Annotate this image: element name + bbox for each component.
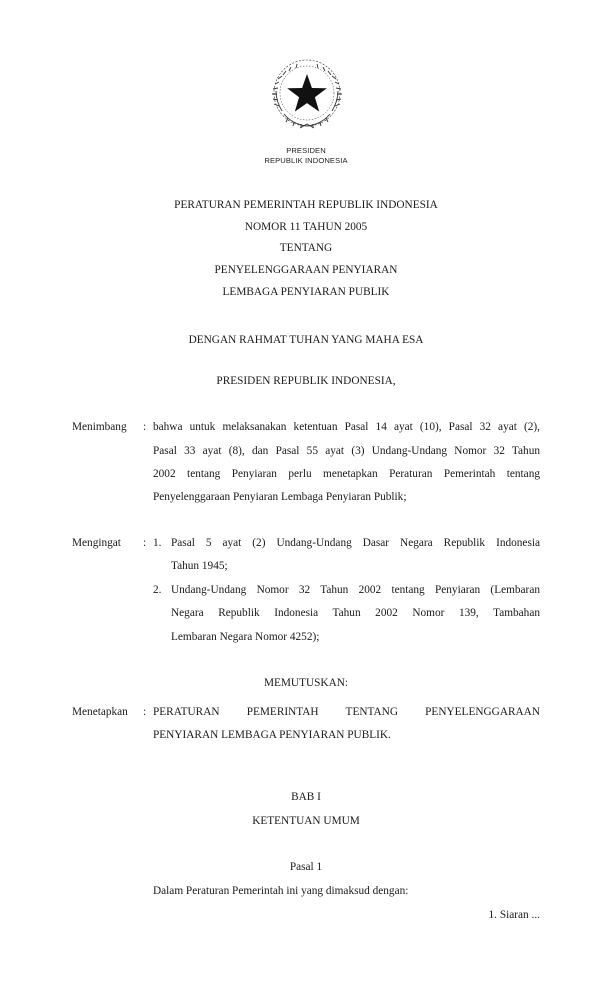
menimbang-label: Menimbang xyxy=(72,421,127,433)
regulation-subject-line-1: PENYELENGGARAAN PENYIARAN xyxy=(214,264,398,276)
mengingat-item-line: Negara Republik Indonesia Tahun 2002 Nomor 139, Tambahan xyxy=(171,607,540,619)
catchword: 1. Siaran ... xyxy=(488,909,540,921)
chapter-title: KETENTUAN UMUM xyxy=(252,815,360,827)
regulation-subject-line-2: LEMBAGA PENYIARAN PUBLIK xyxy=(222,286,390,298)
article-intro: Dalam Peraturan Pemerintah ini yang dimaksud dengan: xyxy=(153,885,409,897)
regulation-number: NOMOR 11 TAHUN 2005 xyxy=(244,221,368,233)
regulation-title: PERATURAN PEMERINTAH REPUBLIK INDONESIA xyxy=(174,199,438,211)
mengingat-item-line: Undang-Undang Nomor 32 Tahun 2002 tentang Penyiaran (Lembaran xyxy=(171,584,540,596)
menimbang-colon: : xyxy=(143,421,147,433)
mengingat-item-line: Tahun 1945; xyxy=(171,560,228,572)
letterhead-presiden: PRESIDEN xyxy=(286,146,326,155)
menetapkan-label: Menetapkan xyxy=(72,706,128,718)
mengingat-item-number: 1. xyxy=(153,537,162,549)
menimbang-line: Penyelenggaraan Penyiaran Lembaga Penyiaran Publik; xyxy=(153,491,407,503)
mengingat-item-line: Lembaran Negara Nomor 4252); xyxy=(171,631,320,643)
regulation-about: TENTANG xyxy=(279,242,333,254)
menetapkan-colon: : xyxy=(143,706,147,718)
mengingat-colon: : xyxy=(143,537,147,549)
menetapkan-line: PERATURAN PEMERINTAH TENTANG PENYELENGGARAAN xyxy=(153,706,540,718)
mengingat-item-line: Pasal 5 ayat (2) Undang-Undang Dasar Negara Republik Indonesia xyxy=(171,537,540,549)
presidential-seal-icon xyxy=(270,56,344,134)
article-heading: Pasal 1 xyxy=(289,861,323,873)
menimbang-line: 2002 tentang Penyiaran perlu menetapkan Peraturan Pemerintah tentang xyxy=(153,468,540,480)
letterhead-republik-indonesia: REPUBLIK INDONESIA xyxy=(264,156,348,165)
invocation: DENGAN RAHMAT TUHAN YANG MAHA ESA xyxy=(188,334,424,346)
menimbang-line: Pasal 33 ayat (8), dan Pasal 55 ayat (3) Undang-Undang Nomor 32 Tahun xyxy=(153,445,540,457)
mengingat-item-number: 2. xyxy=(153,584,162,596)
menimbang-line: bahwa untuk melaksanakan ketentuan Pasal 14 ayat (10), Pasal 32 ayat (2), xyxy=(153,421,540,433)
mengingat-label: Mengingat xyxy=(72,537,121,549)
issuer: PRESIDEN REPUBLIK INDONESIA, xyxy=(216,375,396,387)
menetapkan-line: PENYIARAN LEMBAGA PENYIARAN PUBLIK. xyxy=(153,729,391,741)
chapter-number: BAB I xyxy=(291,791,321,803)
memutuskan-heading: MEMUTUSKAN: xyxy=(263,677,349,689)
